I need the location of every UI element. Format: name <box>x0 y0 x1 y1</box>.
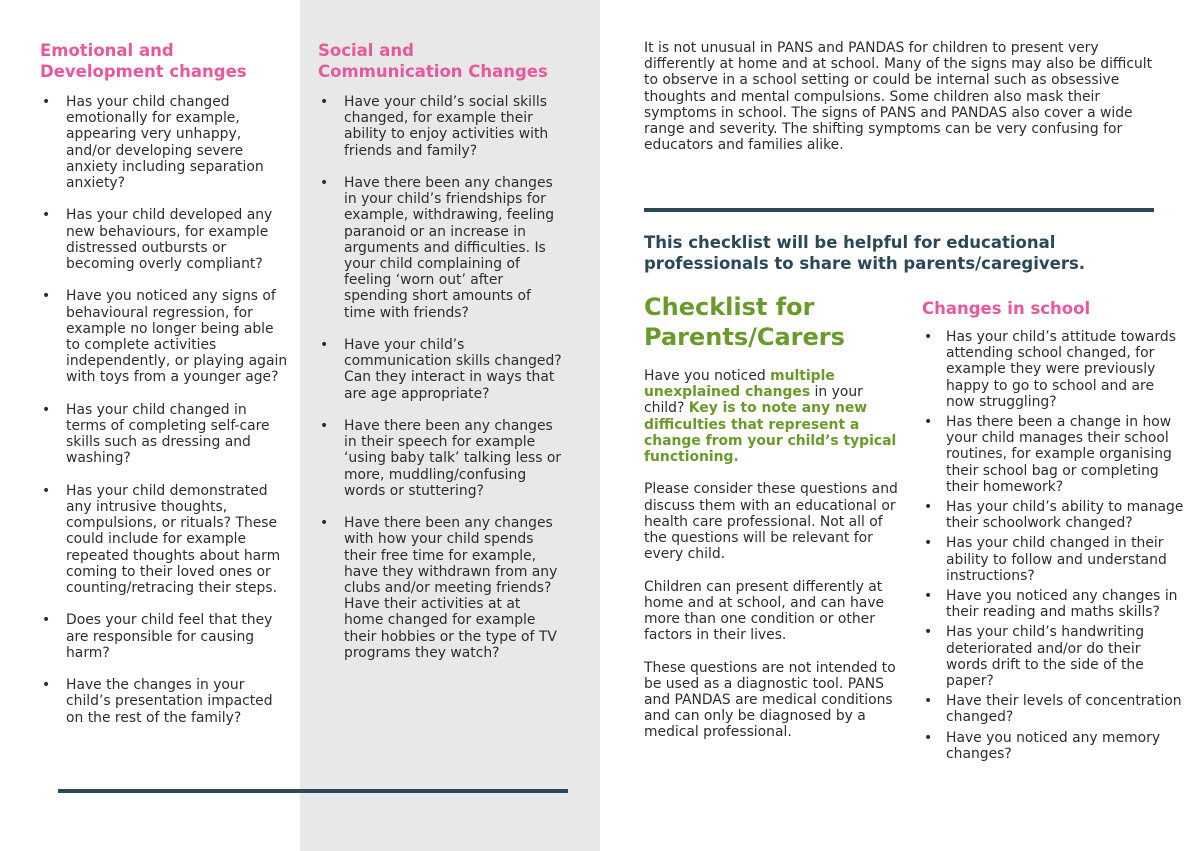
list-item: • Have your child’s communication skills changed? Can they interact in ways that are age appropriate? <box>318 337 563 402</box>
list-item: • Have their levels of concentration changed? <box>922 693 1184 725</box>
list-item: • Does your child feel that they are responsible for causing harm? <box>40 612 290 661</box>
emotional-list <box>40 94 290 726</box>
checklist-paragraph-3: Children can present differently at home and at school, and can have more than one condition or other factors in their lives. <box>644 578 885 644</box>
social-list <box>318 94 563 661</box>
list-item: • Has your child changed in their ability to follow and understand instructions? <box>922 535 1184 584</box>
list-item: • Has your child changed emotionally for example, appearing very unhappy, and/or developing severe anxiety including separation anxiety? <box>40 94 290 191</box>
checklist-paragraph-1 <box>644 368 904 465</box>
intro-text: It is not unusual in PANS and PANDAS for children to present very differently at home and at school. Many of the signs may also be difficult to observe in a school setting or could be internal such as obsessive thoughts and mental compulsions. Some children also mask their symptoms in school. The signs of PANS and PANDAS also cover a wide range and severity. The shifting symptoms can be very confusing for educators and families alike. <box>644 40 1153 154</box>
list-item: • Have you noticed any changes in their reading and maths skills? <box>922 588 1184 620</box>
list-item: • Has your child’s handwriting deteriorated and/or do their words drift to the side of the paper? <box>922 624 1184 689</box>
checklist-paragraph-4: These questions are not intended to be used as a diagnostic tool. PANS and PANDAS are medical conditions and can only be diagnosed by a medical professional. <box>644 659 896 741</box>
list-item: • Have your child’s social skills changed, for example their ability to enjoy activities with friends and family? <box>318 94 563 159</box>
school-list <box>922 329 1184 762</box>
checklist-title: Checklist for Parents/Carers <box>644 293 845 351</box>
checklist-body <box>644 368 904 757</box>
list-item: • Have the changes in your child’s presentation impacted on the rest of the family? <box>40 677 290 726</box>
bottom-divider <box>58 789 568 793</box>
list-item: • Has your child’s attitude towards attending school changed, for example they were previously happy to go to school and are now struggling? <box>922 329 1184 410</box>
school-heading: Changes in school <box>922 299 1091 318</box>
right-divider <box>644 208 1154 212</box>
list-item: • Has there been a change in how your child manages their school routines, for example organising their school bag or completing their homework? <box>922 414 1184 495</box>
list-item: • Have there been any changes in their speech for example ‘using baby talk’ talking less or more, muddling/confusing words or stuttering? <box>318 418 563 499</box>
school-section <box>922 298 1184 766</box>
list-item: • Has your child developed any new behaviours, for example distressed outbursts or becoming overly compliant? <box>40 207 290 272</box>
list-item: • Have there been any changes in your child’s friendships for example, withdrawing, feeling paranoid or an increase in arguments and difficulties. Is your child complaining of feeling ‘worn out’ after spending short amounts of time with friends? <box>318 175 563 321</box>
list-item: • Have you noticed any memory changes? <box>922 730 1184 762</box>
p1-highlight-a: multiple unexplained changes <box>644 368 835 401</box>
social-section <box>318 40 563 677</box>
p1-text-a: Have you noticed <box>644 368 771 384</box>
list-item: • Has your child changed in terms of completing self-care skills such as dressing and washing? <box>40 402 290 467</box>
emotional-heading: Emotional and Development changes <box>40 41 247 81</box>
list-item: • Has your child’s ability to manage their schoolwork changed? <box>922 499 1184 531</box>
emotional-section <box>40 40 290 742</box>
intro-section <box>644 40 1154 153</box>
p1-highlight-b: Key is to note any new difficulties that represent a change from your child’s typical functioning. <box>644 400 897 466</box>
p1-text-c: in your child? <box>644 384 863 417</box>
checklist-paragraph-2: Please consider these questions and discuss them with an educational or health care professional. Not all of the questions will be relevant for every child. <box>644 481 898 563</box>
list-item: • Has your child demonstrated any intrusive thoughts, compulsions, or rituals? These could include for example repeated thoughts about harm coming to their loved ones or counting/retracing their steps. <box>40 483 290 596</box>
list-item: • Have you noticed any signs of behavioural regression, for example no longer being able to complete activities independently, or playing again with toys from a younger age? <box>40 288 290 385</box>
social-heading: Social and Communication Changes <box>318 41 548 81</box>
list-item: • Have there been any changes with how your child spends their free time for example, have they withdrawn from any clubs and/or meeting friends? Have their activities at at home changed for example their hobbies or the type of TV programs they watch? <box>318 515 563 661</box>
share-note: This checklist will be helpful for educational professionals to share with parents/caregivers. <box>644 233 1086 273</box>
